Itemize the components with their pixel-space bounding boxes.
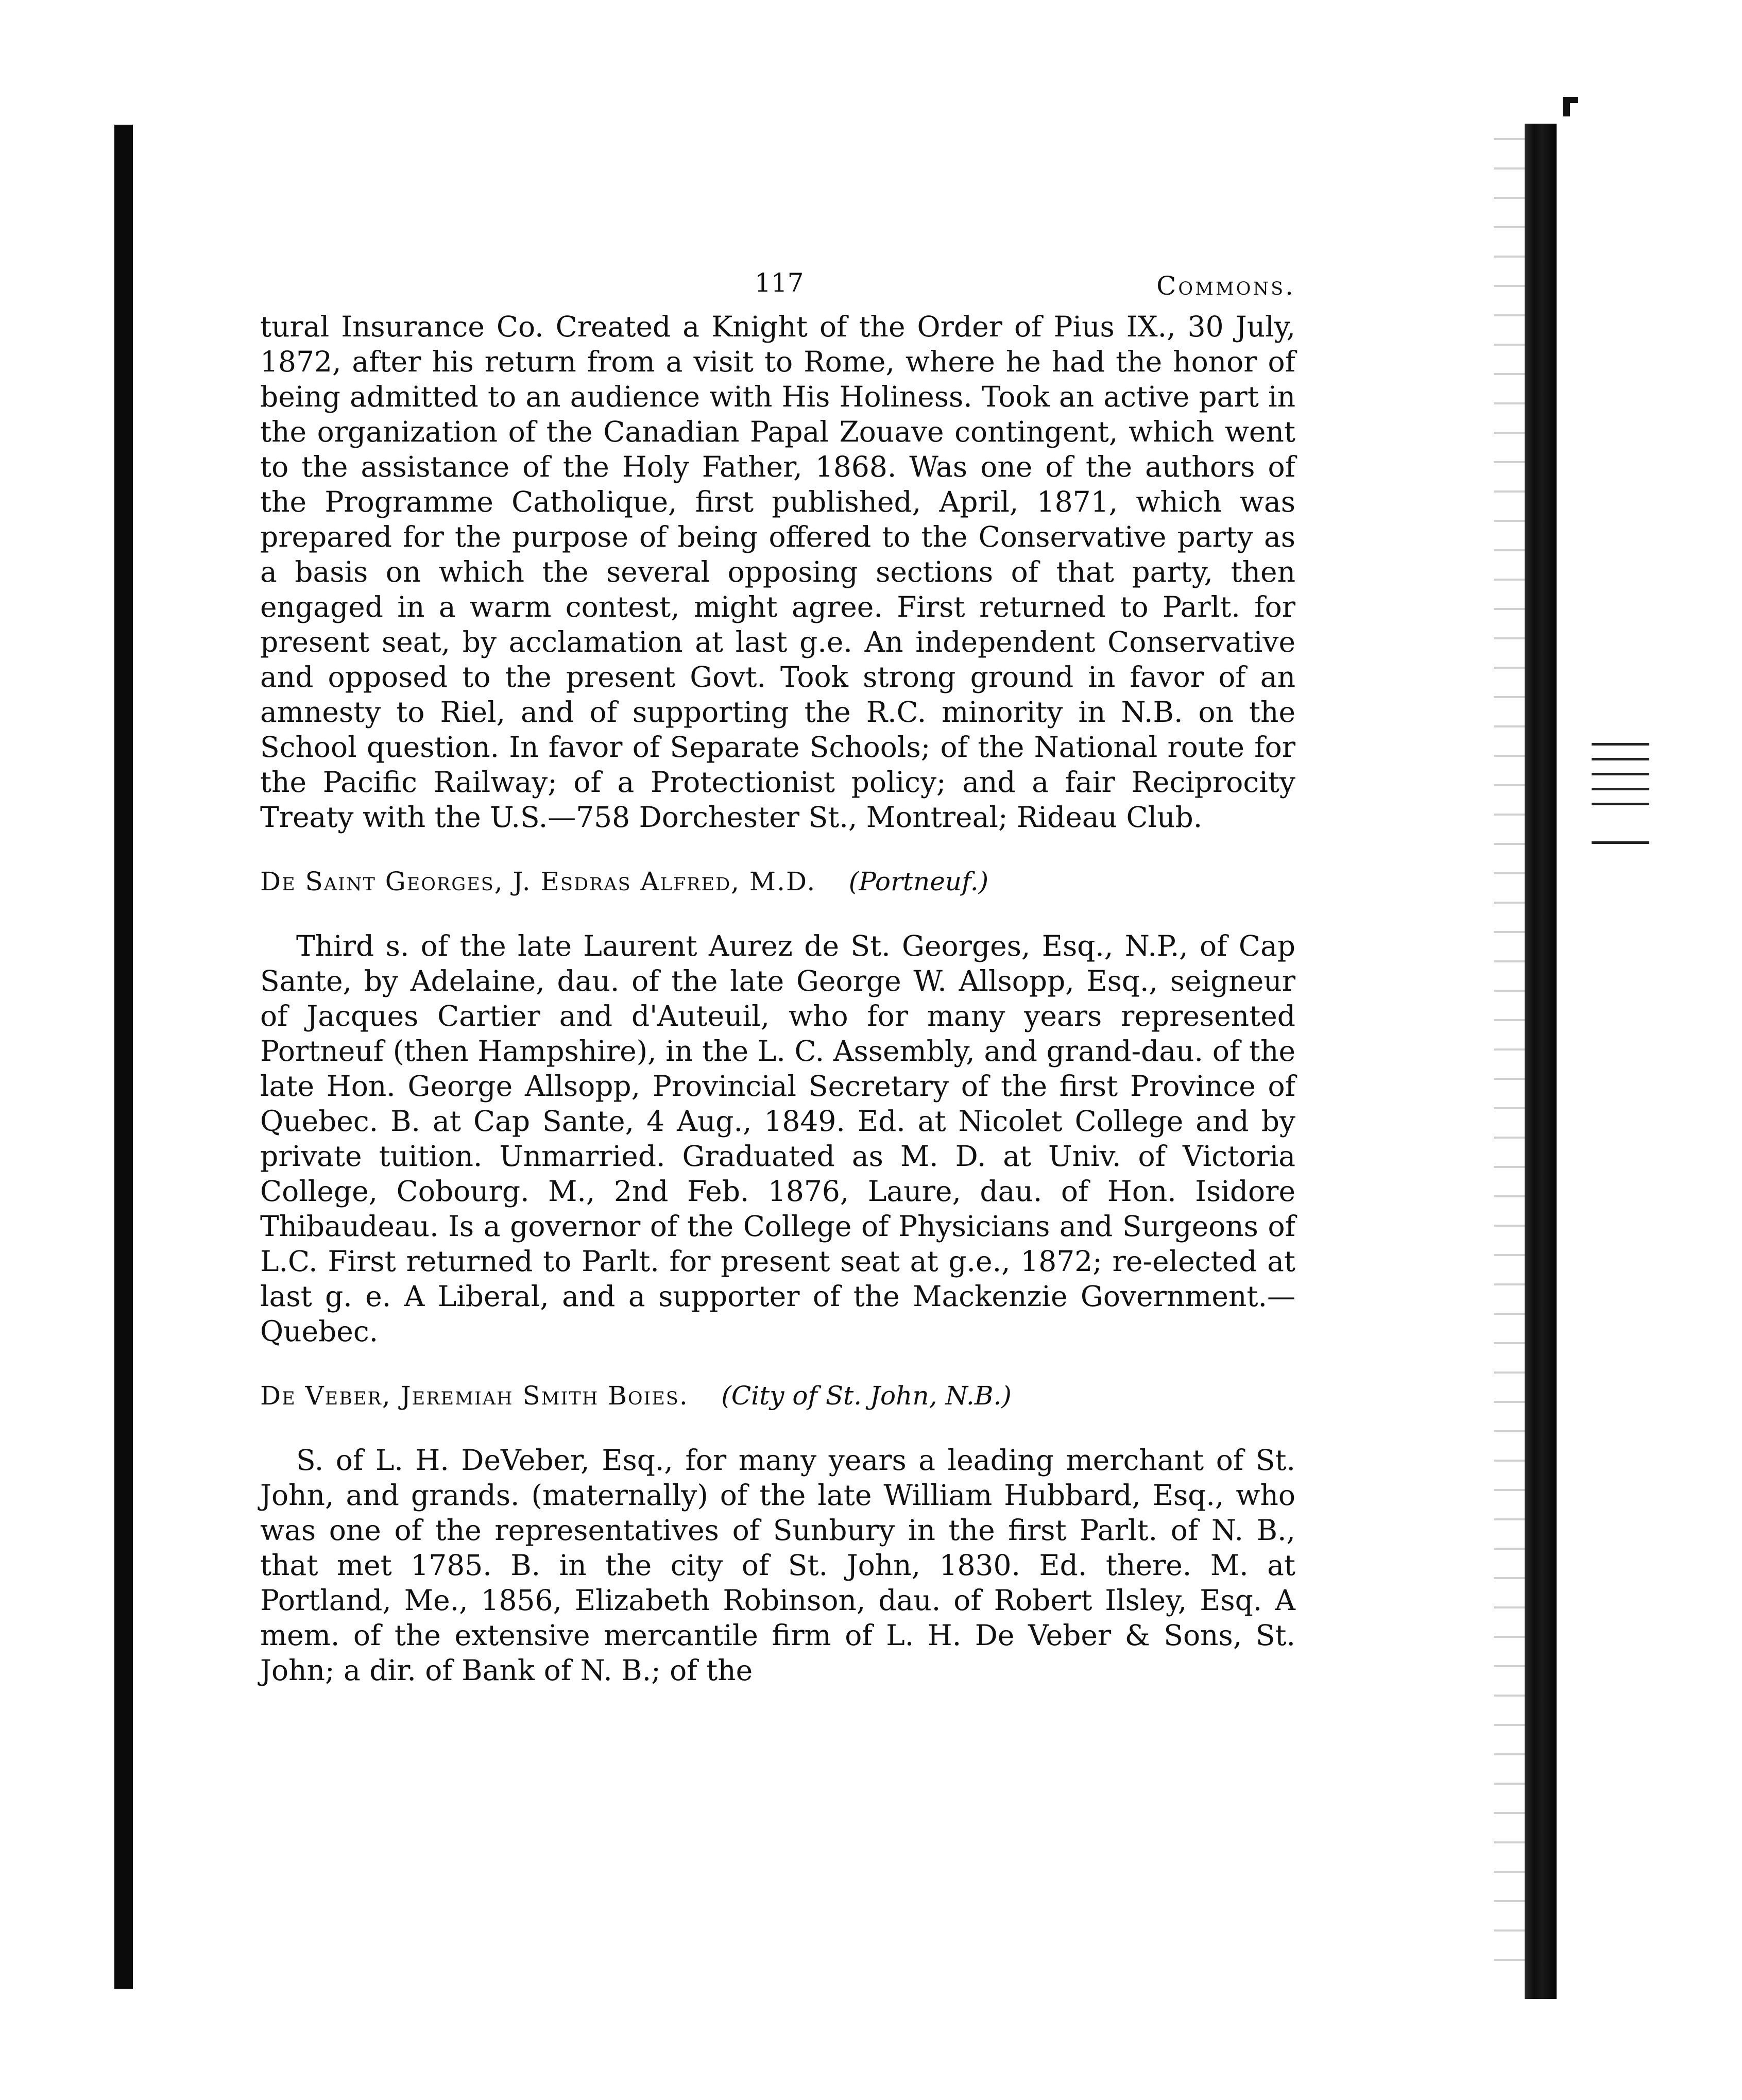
section-name: Commons. [1156, 271, 1295, 301]
member-name: De Saint Georges, J. Esdras Alfred, M.D. [260, 867, 816, 896]
scan-right-edge [1525, 124, 1557, 1999]
continued-entry-text: tural Insurance Co. Created a Knight of the Order of Pius IX., 30 July, 1872, after his return from a visit to Rome, where he had the honor of being admitted to an audience with His Holiness. Took an active part in the organization of the Canadian Papal Zouave contingent, which went to the assistance of the Holy Father, 1868. Was one of the authors of the Programme Catholique, first published, April, 1871, which was prepared for the purpose of being offered to the Conservative party as a basis on which the several opposing sections of that party, then engaged in a warm contest, might agree. First returned to Parlt. for present seat, by acclamation at last g.e. An independent Conservative and opposed to the present Govt. Took strong ground in favor of an amnesty to Riel, and of supporting the R.C. minority in N.B. on the School question. In favor of Separate Schools; of the National route for the Pacific Railway; of a Protectionist policy; and a fair Reciprocity Treaty with the U.S.—758 Dorchester St., Montreal; Rideau Club. [260, 310, 1295, 834]
constituency: (Portneuf.) [848, 867, 989, 896]
scan-right-speckle [1494, 129, 1525, 1984]
entry-biography: Third s. of the late Laurent Aurez de St. Georges, Esq., N.P., of Cap Sante, by Adelaine, dau. of the late George W. Allsopp, Esq., seigneur of Jacques Cartier and d'Auteuil, who for many years represented Portneuf (then Hampshire), in the L. C. Assembly, and grand-dau. of the late Hon. George Allsopp, Provincial Secretary of the first Province of Quebec. B. at Cap Sante, 4 Aug., 1849. Ed. at Nicolet College and by private tuition. Unmarried. Graduated as M. D. at Univ. of Victoria College, Cobourg. M., 2nd Feb. 1876, Laure, dau. of Hon. Isidore Thibaudeau. Is a governor of the College of Physicians and Surgeons of L.C. First returned to Parlt. for present seat at g.e., 1872; re-elected at last g. e. A Liberal, and a supporter of the Mackenzie Government.—Quebec. [260, 929, 1295, 1348]
member-name: De Veber, Jeremiah Smith Boies. [260, 1381, 689, 1411]
running-head [260, 268, 1295, 309]
margin-rule-marks [1592, 743, 1649, 856]
entry-heading [260, 865, 1295, 899]
entry-heading [260, 1379, 1295, 1413]
scan-corner-mark [1563, 97, 1570, 116]
book-page [260, 268, 1295, 1688]
scan-left-edge [114, 125, 133, 1989]
constituency: (City of St. John, N.B.) [721, 1381, 1012, 1411]
page-number: 117 [755, 268, 804, 298]
entry-biography: S. of L. H. DeVeber, Esq., for many years a leading merchant of St. John, and grands. (maternally) of the late William Hubbard, Esq., who was one of the representatives of Sunbury in the first Parlt. of N. B., that met 1785. B. in the city of St. John, 1830. Ed. there. M. at Portland, Me., 1856, Elizabeth Robinson, dau. of Robert Ilsley, Esq. A mem. of the extensive mercantile firm of L. H. De Veber & Sons, St. John; a dir. of Bank of N. B.; of the [260, 1444, 1295, 1687]
